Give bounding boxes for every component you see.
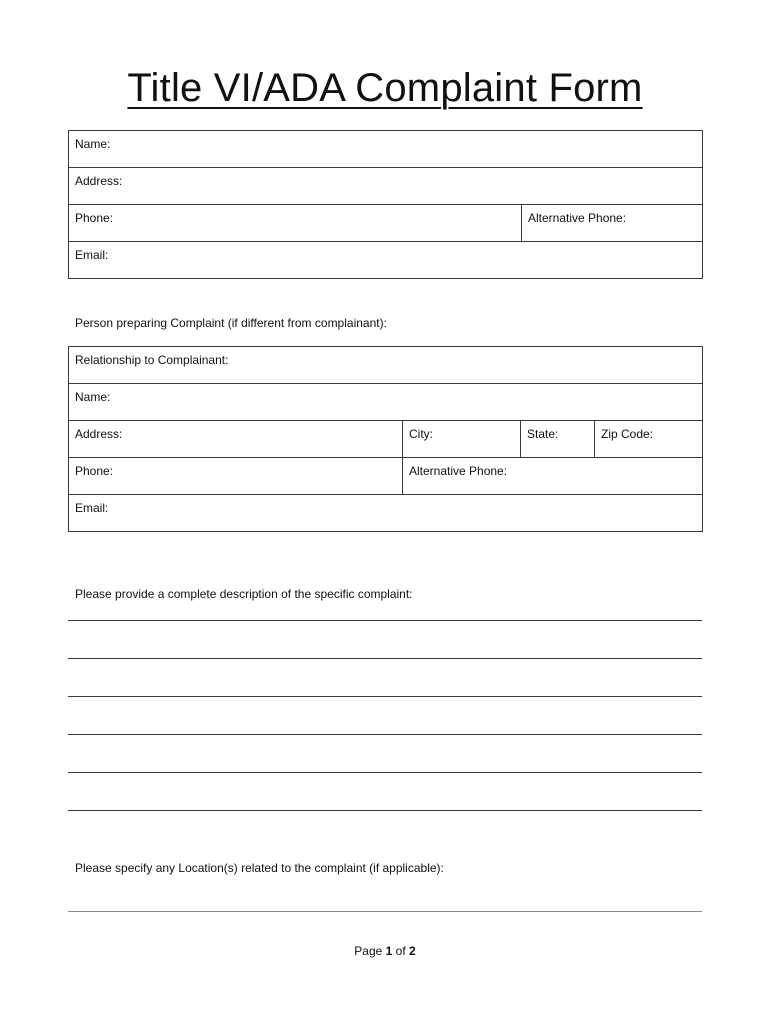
preparer-alt-phone-field[interactable] bbox=[403, 458, 703, 495]
complainant-alt-phone-field[interactable] bbox=[522, 205, 703, 242]
complainant-phone-label: Phone: bbox=[75, 211, 114, 225]
preparer-address-label: Address: bbox=[75, 427, 123, 441]
preparer-email-label: Email: bbox=[75, 501, 109, 515]
complainant-name-field[interactable] bbox=[69, 131, 703, 168]
total-pages-number: 2 bbox=[409, 944, 416, 958]
preparer-name-label: Name: bbox=[75, 390, 111, 404]
complainant-alt-phone-label: Alternative Phone: bbox=[528, 211, 627, 225]
preparer-relationship-label: Relationship to Complainant: bbox=[75, 353, 229, 367]
description-line[interactable] bbox=[68, 810, 702, 811]
description-line[interactable] bbox=[68, 620, 702, 621]
page-title: Title VI/ADA Complaint Form bbox=[127, 66, 643, 110]
description-prompt: Please provide a complete description of the specific complaint: bbox=[75, 587, 413, 601]
complainant-address-label: Address: bbox=[75, 174, 123, 188]
preparer-relationship-field[interactable] bbox=[69, 347, 703, 384]
preparer-alt-phone-label: Alternative Phone: bbox=[409, 464, 508, 478]
of-word: of bbox=[395, 944, 406, 958]
page-word: Page bbox=[354, 944, 383, 958]
preparer-state-label: State: bbox=[527, 427, 559, 441]
complainant-name-label: Name: bbox=[75, 137, 111, 151]
description-line[interactable] bbox=[68, 734, 702, 735]
description-line[interactable] bbox=[68, 772, 702, 773]
preparer-city-label: City: bbox=[409, 427, 433, 441]
page-number bbox=[0, 944, 770, 958]
preparer-phone-label: Phone: bbox=[75, 464, 114, 478]
current-page-number: 1 bbox=[385, 944, 393, 958]
preparer-city-field[interactable] bbox=[403, 421, 521, 458]
location-line[interactable] bbox=[68, 911, 702, 912]
complainant-address-field[interactable] bbox=[69, 168, 703, 205]
complainant-info-table bbox=[68, 130, 703, 279]
preparer-name-field[interactable] bbox=[69, 384, 703, 421]
complainant-email-field[interactable] bbox=[69, 242, 703, 279]
location-prompt: Please specify any Location(s) related to the complaint (if applicable): bbox=[75, 861, 444, 875]
preparer-info-table bbox=[68, 346, 703, 532]
preparer-phone-field[interactable] bbox=[69, 458, 403, 495]
description-line[interactable] bbox=[68, 658, 702, 659]
preparer-email-field[interactable] bbox=[69, 495, 703, 532]
description-line[interactable] bbox=[68, 696, 702, 697]
complainant-phone-field[interactable] bbox=[69, 205, 522, 242]
preparer-zip-field[interactable] bbox=[595, 421, 703, 458]
preparer-zip-label: Zip Code: bbox=[601, 427, 654, 441]
complainant-email-label: Email: bbox=[75, 248, 109, 262]
preparer-state-field[interactable] bbox=[521, 421, 595, 458]
preparer-heading: Person preparing Complaint (if different from complainant): bbox=[75, 316, 387, 330]
preparer-address-field[interactable] bbox=[69, 421, 403, 458]
